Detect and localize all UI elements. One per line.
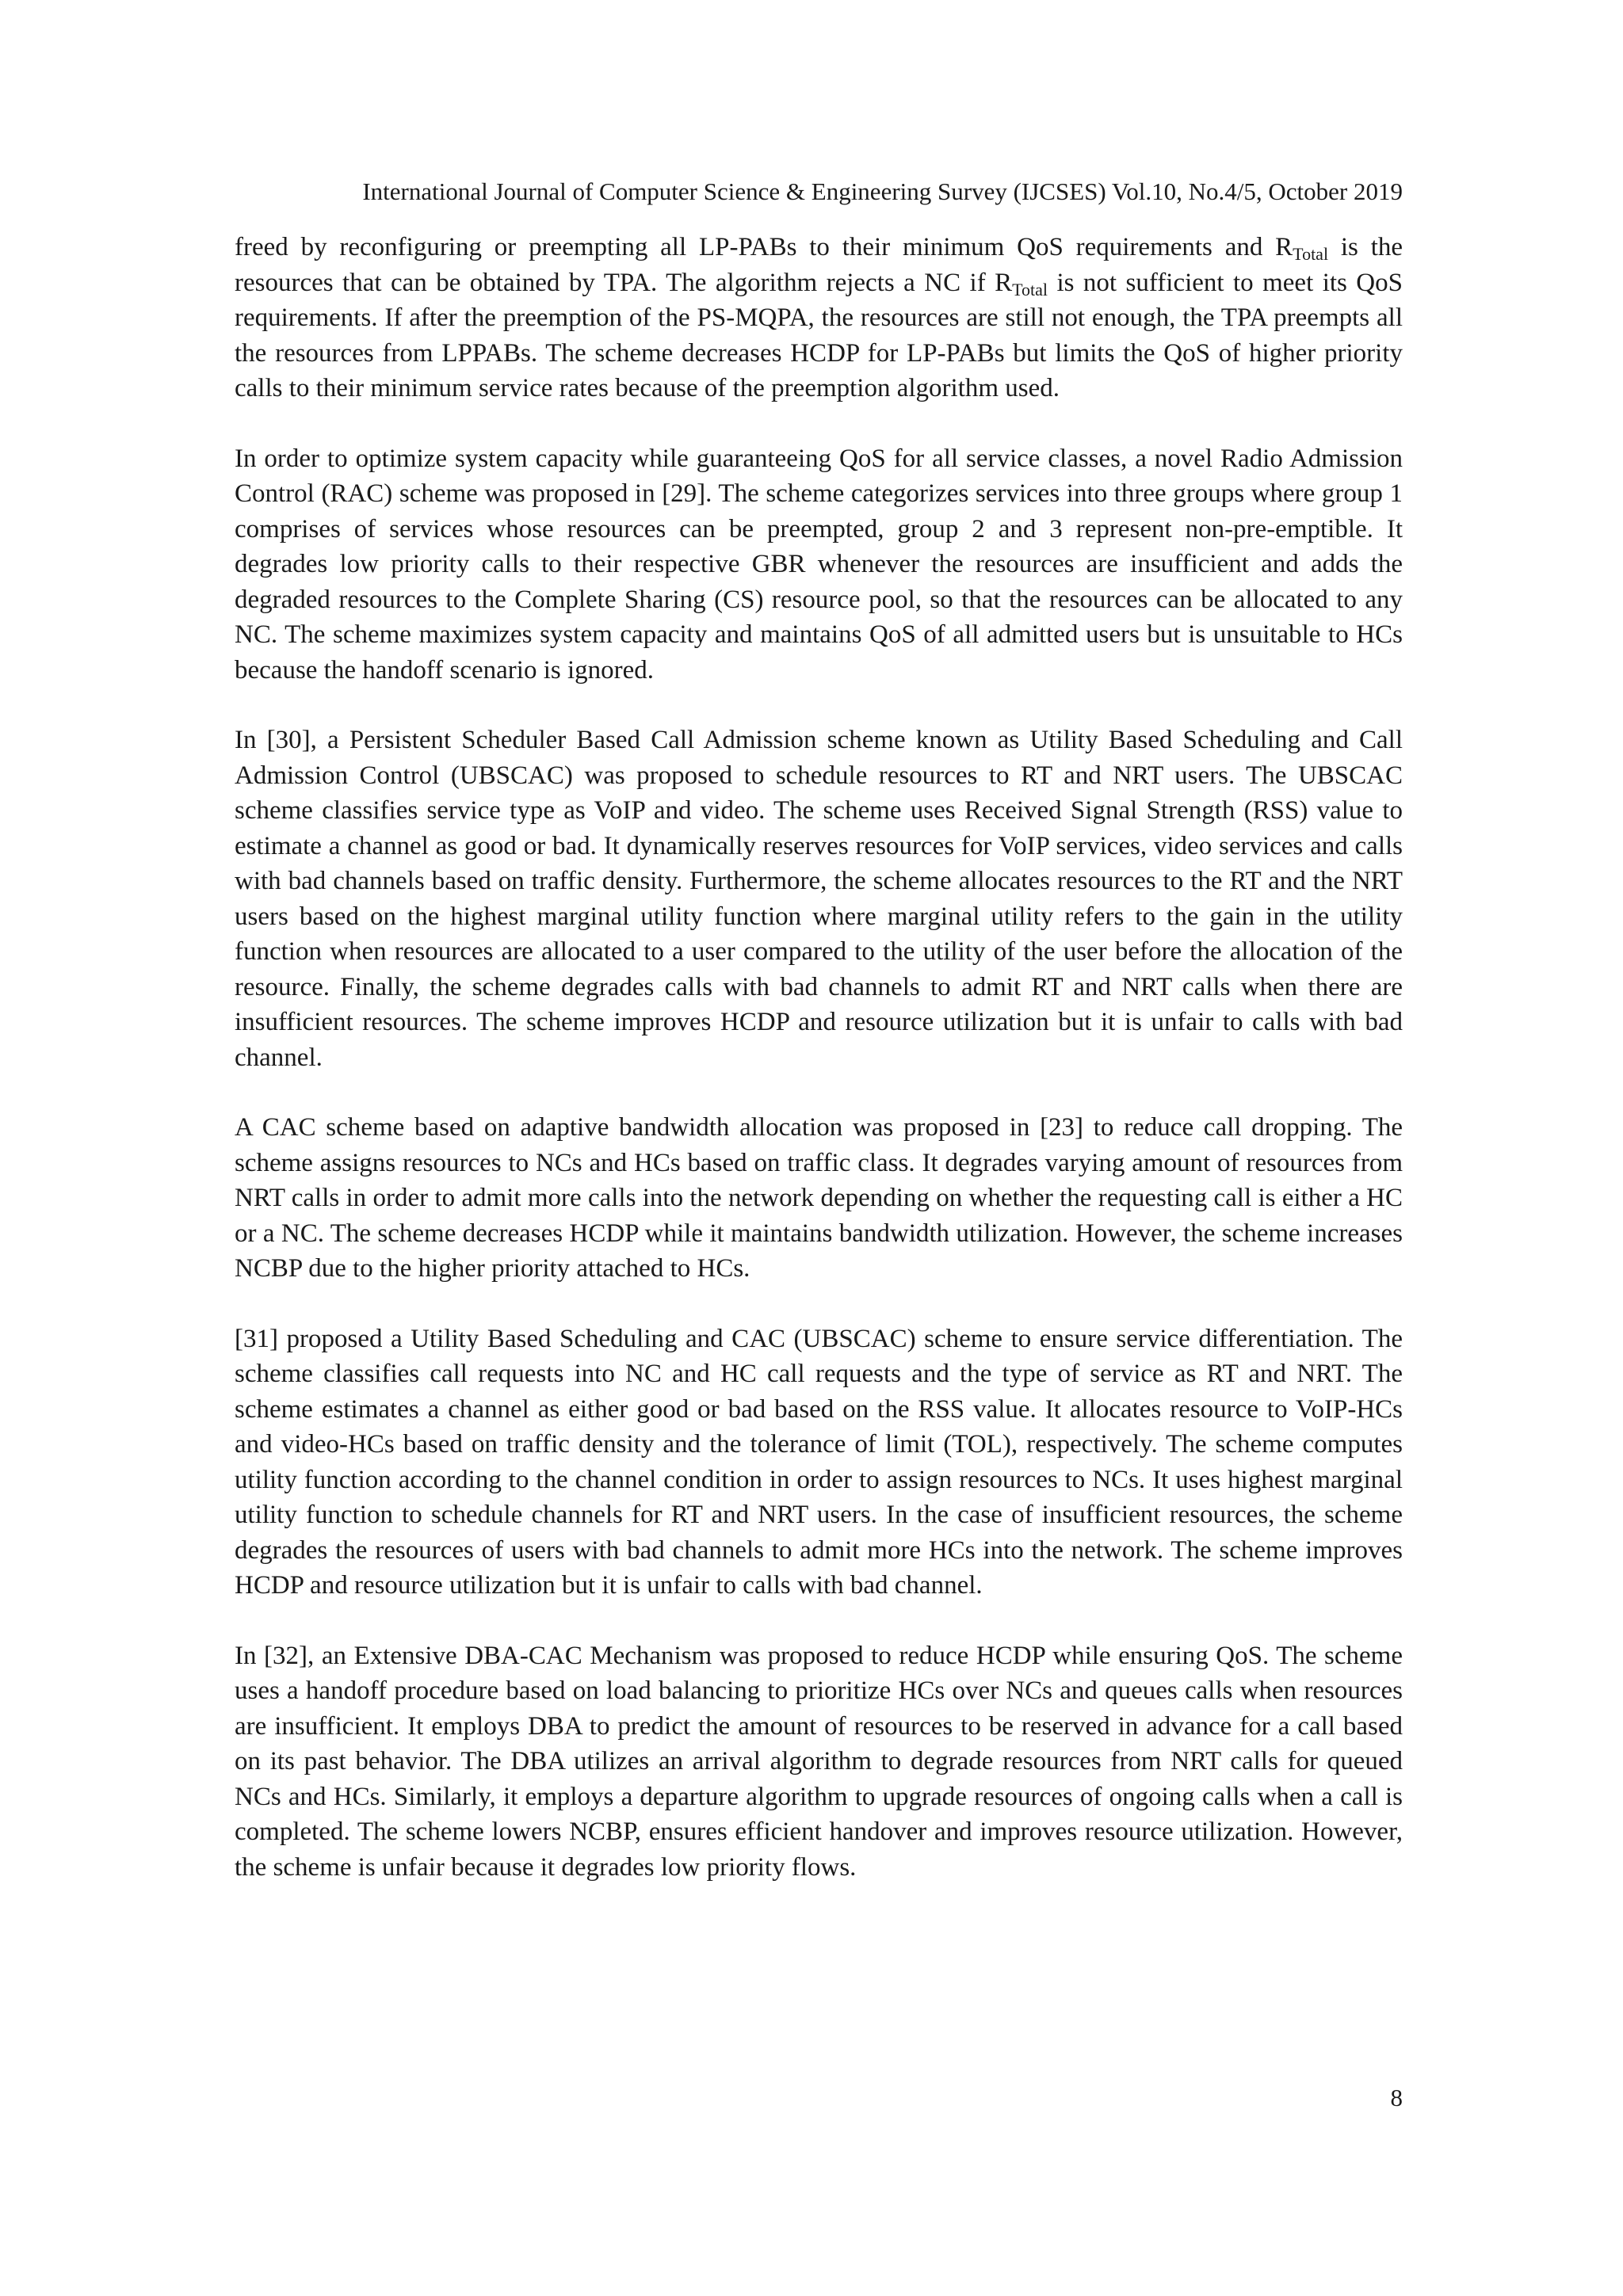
subscript-total-1: Total [1293,244,1329,264]
paragraph-1-part-b: is the resources that can be obtained by TPA. The algorithm rejects a NC if R [235,233,1403,297]
paragraph-6: In [32], an Extensive DBA-CAC Mechanism was proposed to reduce HCDP while ensuring QoS. The scheme uses a handoff procedure based on load balancing to prioritize HCs over NCs and queues calls when resources are insufficient. It employs DBA to predict the amount of resources to be reserved in advance for a call based on its past behavior. The DBA utilizes an arrival algorithm to degrade resources from NRT calls for queued NCs and HCs. Similarly, it employs a departure algorithm to upgrade resources of ongoing calls when a call is completed. The scheme lowers NCBP, ensures efficient handover and improves resource utilization. However, the scheme is unfair because it degrades low priority flows. [235,1641,1403,1882]
paragraph-1-part-c: is not sufficient to meet its QoS requirements. If after the preemption of the PS-MQPA, the resources are still not enough, the TPA preempts all the resources from LPPABs. The scheme decreases HCDP for LP-PABs but limits the QoS of higher priority calls to their minimum service rates because of the preemption algorithm used. [235,268,1403,402]
running-header: International Journal of Computer Science & Engineering Survey (IJCSES) Vol.10, No.4/5, October 2019 [362,177,1403,205]
paragraph-5: [31] proposed a Utility Based Scheduling and CAC (UBSCAC) scheme to ensure service differentiation. The scheme classifies call requests into NC and HC call requests and the type of service as RT and NRT. The scheme estimates a channel as either good or bad based on the RSS value. It allocates resource to VoIP-HCs and video-HCs based on traffic density and the tolerance of limit (TOL), respectively. The scheme computes utility function according to the channel condition in order to assign resources to NCs. It uses highest marginal utility function to schedule channels for RT and NRT users. In the case of insufficient resources, the scheme degrades the resources of users with bad channels to admit more HCs into the network. The scheme improves HCDP and resource utilization but it is unfair to calls with bad channel. [235,1324,1403,1600]
paragraph-3: In [30], a Persistent Scheduler Based Call Admission scheme known as Utility Based Scheduling and Call Admission Control (UBSCAC) was proposed to schedule resources to RT and NRT users. The UBSCAC scheme classifies service type as VoIP and video. The scheme uses Received Signal Strength (RSS) value to estimate a channel as good or bad. It dynamically reserves resources for VoIP services, video services and calls with bad channels based on traffic density. Furthermore, the scheme allocates resources to the RT and the NRT users based on the highest marginal utility function where marginal utility refers to the gain in the utility function when resources are allocated to a user compared to the utility of the user before the allocation of the resource. Finally, the scheme degrades calls with bad channels to admit RT and NRT calls when there are insufficient resources. The scheme improves HCDP and resource utilization but it is unfair to calls with bad channel. [235,726,1403,1072]
page-number: 8 [1390,2084,1403,2111]
paragraph-4: A CAC scheme based on adaptive bandwidth allocation was proposed in [23] to reduce call dropping. The scheme assigns resources to NCs and HCs based on traffic class. It degrades varying amount of resources from NRT calls in order to admit more calls into the network depending on whether the requesting call is either a HC or a NC. The scheme decreases HCDP while it maintains bandwidth utilization. However, the scheme increases NCBP due to the higher priority attached to HCs. [235,1113,1403,1283]
body-text [235,230,1403,1920]
paragraph-1 [235,230,1403,406]
paragraph-1-part-a: freed by reconfiguring or preempting all LP-PABs to their minimum QoS requirements and R [235,233,1293,261]
subscript-total-2: Total [1012,279,1048,299]
paragraph-2: In order to optimize system capacity while guaranteeing QoS for all service classes, a novel Radio Admission Control (RAC) scheme was proposed in [29]. The scheme categorizes services into three groups where group 1 comprises of services whose resources can be preempted, group 2 and 3 represent non-pre-emptible. It degrades low priority calls to their respective GBR whenever the resources are insufficient and adds the degraded resources to the Complete Sharing (CS) resource pool, so that the resources can be allocated to any NC. The scheme maximizes system capacity and maintains QoS of all admitted users but is unsuitable to HCs because the handoff scenario is ignored. [235,444,1403,685]
